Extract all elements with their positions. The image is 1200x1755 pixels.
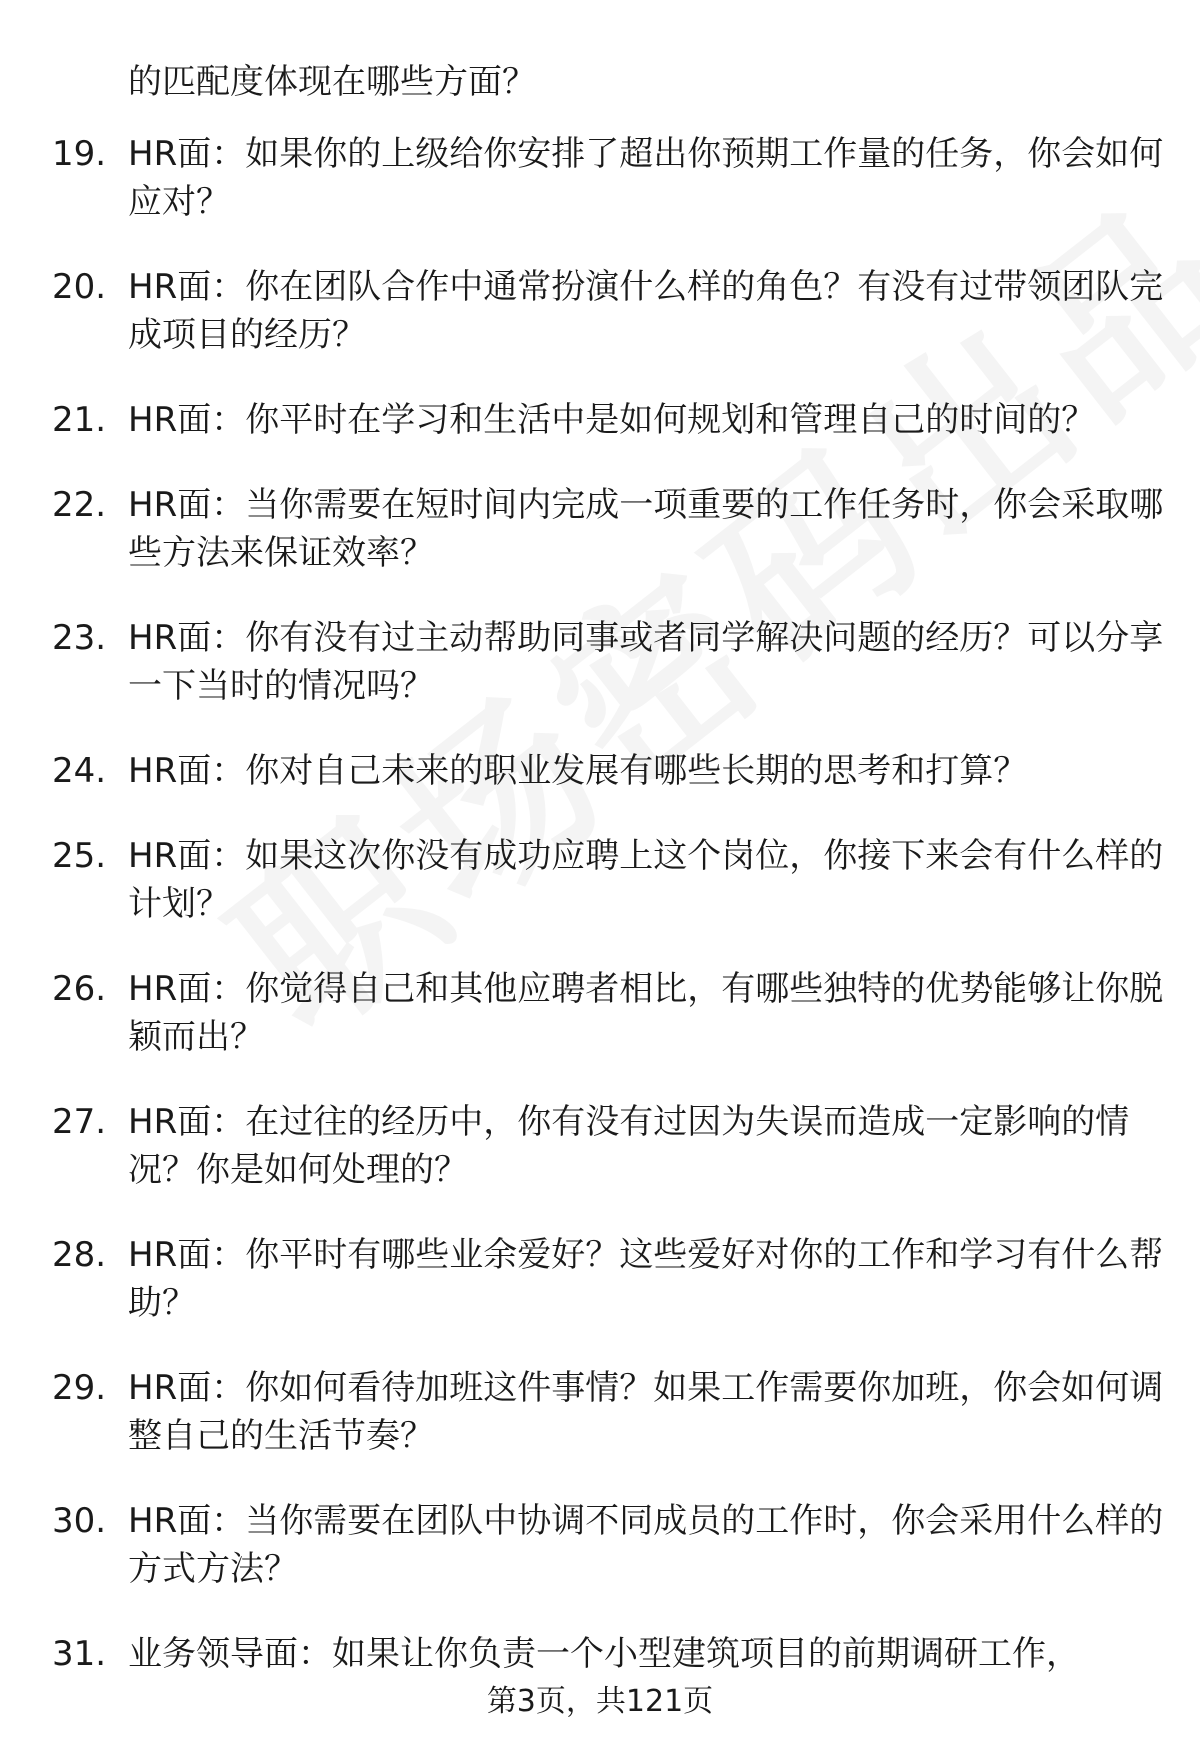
question-text: HR面：你有没有过主动帮助同事或者同学解决问题的经历？可以分享一下当时的情况吗？ [128, 618, 1164, 706]
question-item [0, 1231, 1200, 1327]
question-number: 27. [52, 1102, 107, 1142]
question-number: 30. [52, 1501, 107, 1541]
question-number: 31. [52, 1634, 107, 1674]
question-number: 19. [52, 134, 107, 174]
question-text: HR面：你在团队合作中通常扮演什么样的角色？有没有过带领团队完成项目的经历？ [128, 267, 1164, 355]
question-item [0, 1364, 1200, 1460]
question-item [0, 1098, 1200, 1194]
question-number: 21. [52, 400, 107, 440]
continued-question-text: 的匹配度体现在哪些方面？ [128, 62, 536, 102]
question-item [0, 1497, 1200, 1593]
question-number: 26. [52, 969, 107, 1009]
question-text: HR面：你对自己未来的职业发展有哪些长期的思考和打算？ [128, 751, 1028, 791]
question-item [0, 614, 1200, 710]
question-text: HR面：如果你的上级给你安排了超出你预期工作量的任务，你会如何应对？ [128, 134, 1164, 222]
question-list [0, 130, 1200, 1715]
question-number: 25. [52, 836, 107, 876]
question-text: HR面：你平时在学习和生活中是如何规划和管理自己的时间的？ [128, 400, 1096, 440]
question-text: HR面：当你需要在团队中协调不同成员的工作时，你会采用什么样的方式方法？ [128, 1501, 1164, 1589]
question-item [0, 481, 1200, 577]
question-item [0, 747, 1200, 795]
question-number: 29. [52, 1368, 107, 1408]
question-number: 20. [52, 267, 107, 307]
question-number: 23. [52, 618, 107, 658]
question-item [0, 965, 1200, 1061]
question-text: 业务领导面：如果让你负责一个小型建筑项目的前期调研工作， [128, 1634, 1080, 1674]
question-number: 28. [52, 1235, 107, 1275]
question-item [0, 1630, 1200, 1678]
question-item [0, 396, 1200, 444]
question-text: HR面：你平时有哪些业余爱好？这些爱好对你的工作和学习有什么帮助？ [128, 1235, 1164, 1323]
question-text: HR面：在过往的经历中，你有没有过因为失误而造成一定影响的情况？你是如何处理的？ [128, 1102, 1130, 1190]
question-item [0, 130, 1200, 226]
question-number: 24. [52, 751, 107, 791]
question-text: HR面：你如何看待加班这件事情？如果工作需要你加班，你会如何调整自己的生活节奏？ [128, 1368, 1164, 1456]
question-text: HR面：你觉得自己和其他应聘者相比，有哪些独特的优势能够让你脱颖而出？ [128, 969, 1164, 1057]
question-item [0, 263, 1200, 359]
question-text: HR面：当你需要在短时间内完成一项重要的工作任务时，你会采取哪些方法来保证效率？ [128, 485, 1164, 573]
question-item [0, 832, 1200, 928]
page-number-footer: 第3页，共121页 [486, 1684, 714, 1719]
question-number: 22. [52, 485, 107, 525]
question-text: HR面：如果这次你没有成功应聘上这个岗位，你接下来会有什么样的计划？ [128, 836, 1164, 924]
